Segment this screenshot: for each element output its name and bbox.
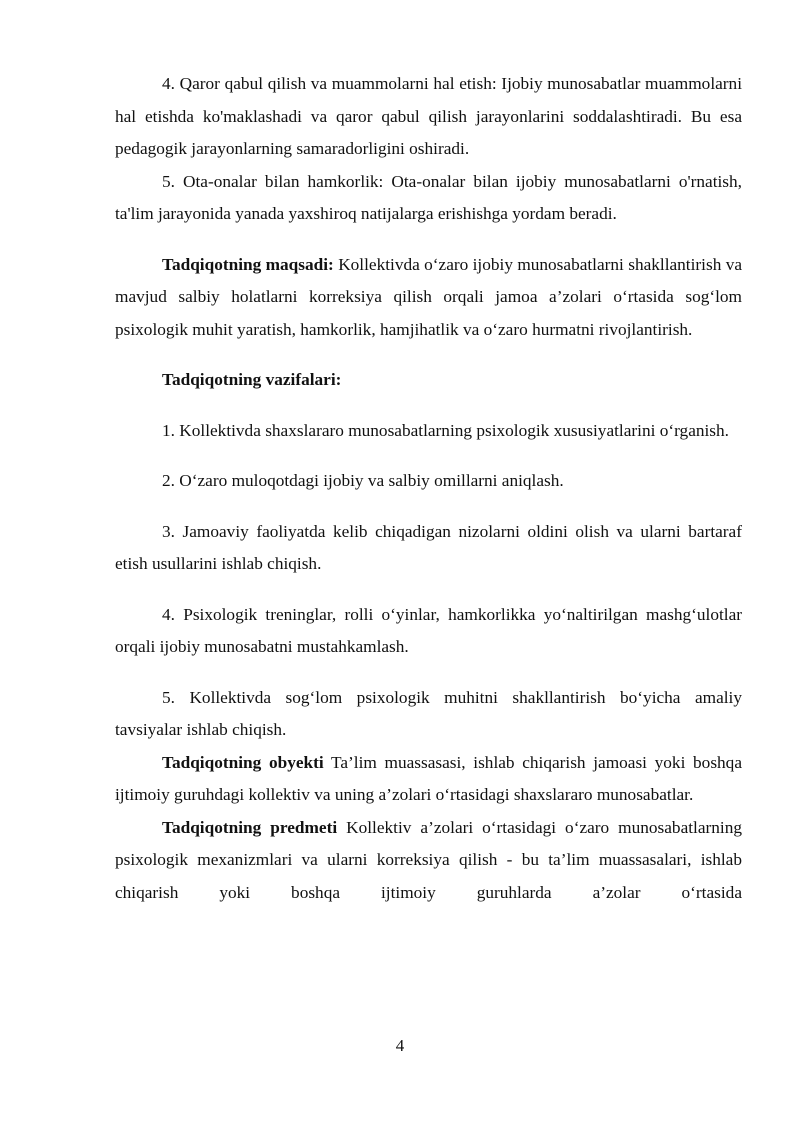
- task-item-3: 3. Jamoaviy faoliyatda kelib chiqadigan nizolarni oldini olish va ularni bartaraf etish usullarini ishlab chiqish.: [115, 521, 742, 573]
- research-goal-text: Kollektivda o‘zaro ijobiy munosabatlarni shakllantirish va mavjud salbiy holatlarni korreksiya qilish orqali jamoa a’zolari o‘rtasida sog‘lom psixologik muhit yaratish, hamkorlik, hamjihatlik va o‘zaro hurmatni rivojlantirish.: [115, 254, 743, 339]
- research-subject-heading: Tadqiqotning predmeti: [162, 817, 338, 837]
- document-page: [115, 68, 742, 909]
- paragraph-research-object: [115, 747, 742, 812]
- research-tasks-heading: [115, 364, 742, 397]
- research-object-text: Ta’lim muassasasi, ishlab chiqarish jamoasi yoki boshqa ijtimoiy guruhdagi kollektiv va uning a’zolari o‘rtasidagi shaxslararo munosabatlar.: [115, 752, 742, 804]
- task-item-4: 4. Psixologik treninglar, rolli o‘yinlar, hamkorlikka yo‘naltirilgan mashg‘ulotlar orqali ijobiy munosabatni mustahkamlash.: [115, 604, 742, 656]
- task-item-1: 1. Kollektivda shaxslararo munosabatlarning psixologik xususiyatlarini o‘rganish.: [162, 420, 729, 440]
- page-number: 4: [395, 1036, 405, 1055]
- paragraph-parent-cooperation: 5. Ota-onalar bilan hamkorlik: Ota-onalar bilan ijobiy munosabatlarni o'rnatish, ta'lim jarayonida yanada yaxshiroq natijalarga erishishga yordam beradi.: [115, 171, 742, 223]
- research-tasks-heading-text: Tadqiqotning vazifalari:: [162, 370, 342, 389]
- task-item-2: 2. O‘zaro muloqotdagi ijobiy va salbiy omillarni aniqlash.: [162, 471, 564, 490]
- paragraph-research-subject: [115, 812, 742, 910]
- task-item-5: 5. Kollektivda sog‘lom psixologik muhitni shakllantirish bo‘yicha amaliy tavsiyalar ishlab chiqish.: [115, 687, 742, 739]
- research-subject-text: Kollektiv a’zolari o‘rtasidagi o‘zaro munosabatlarning psixologik mexanizmlari va ularni korreksiya qilish - bu ta’lim muassasalari, ishlab chiqarish yoki boshqa ijtimoiy guruhlarda a’zolar o‘rtasida: [115, 817, 742, 902]
- paragraph-research-goal: [115, 249, 742, 347]
- paragraph-decision-making: 4. Qaror qabul qilish va muammolarni hal etish: Ijobiy munosabatlar muammolarni hal etishda ko'maklashadi va qaror qabul qilish jarayonlarini soddalashtiradi. Bu esa pedagogik jarayonlarning samaradorligini oshiradi.: [115, 74, 742, 158]
- research-object-heading: Tadqiqotning obyekti: [162, 752, 324, 772]
- research-goal-heading: Tadqiqotning maqsadi:: [162, 254, 334, 274]
